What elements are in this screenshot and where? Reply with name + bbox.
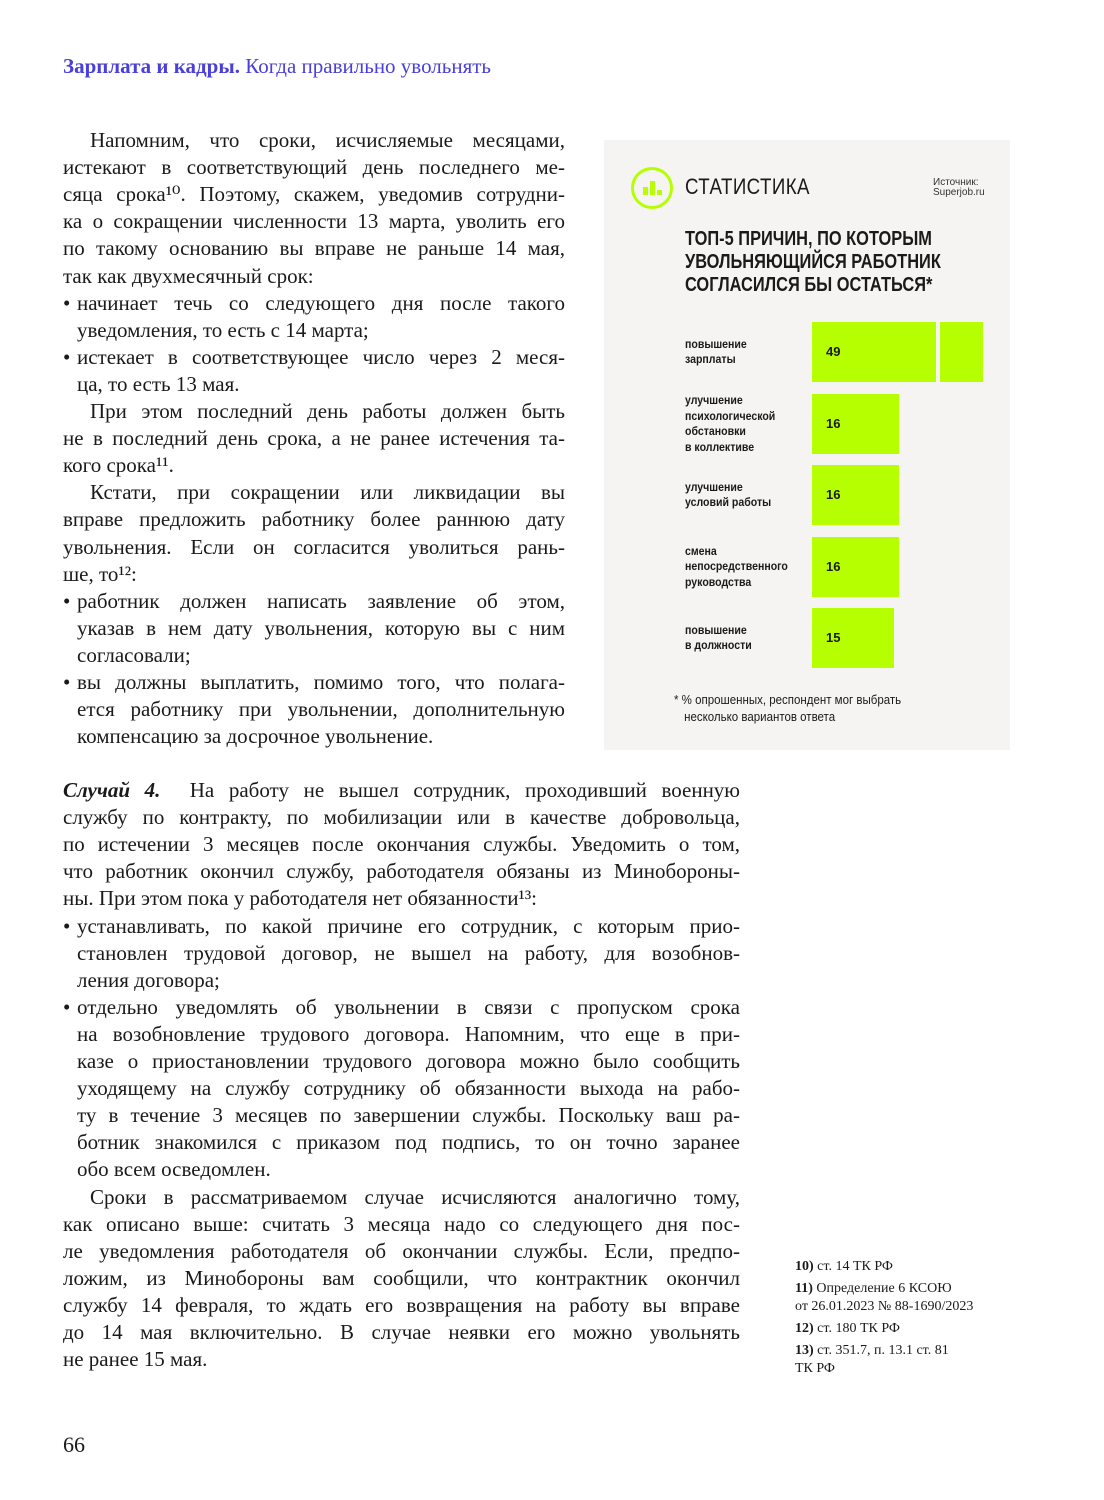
line-text: не в последний день срока, а не ранее истечения та- xyxy=(63,426,565,451)
bar xyxy=(812,608,894,668)
text-line xyxy=(63,804,740,831)
line-text: ложим, из Минобороны вам сообщили, что контрактник окончил xyxy=(63,1265,740,1290)
running-header xyxy=(63,54,491,79)
line-text: указав в нем дату увольнения, которую вы с ним xyxy=(77,615,565,640)
footnote-number: 10) xyxy=(795,1259,814,1274)
text-line xyxy=(63,858,740,885)
line-text: истекает в соответствующее число через 2 меся- xyxy=(77,344,565,369)
line-text: вправе предложить работнику более раннюю дату xyxy=(63,507,565,532)
line-text: вы должны выплатить, помимо того, что полага- xyxy=(77,670,565,694)
text-line xyxy=(77,317,565,344)
bar xyxy=(812,537,899,597)
bar-value-label: 15 xyxy=(826,630,841,645)
line-text: уведомления, то есть с 14 марта; xyxy=(77,317,369,342)
chart-title xyxy=(685,228,941,297)
line-text: ется работнику при увольнении, дополнительную xyxy=(77,697,565,722)
text-line xyxy=(77,696,565,723)
category-line: смена xyxy=(685,543,717,558)
line-text: как описано выше: считать 3 месяца надо со следующего дня пос- xyxy=(63,1211,740,1236)
section-name: Зарплата и кадры. xyxy=(63,54,241,78)
footnote-line xyxy=(795,1360,949,1378)
footnote-text: ст. 180 ТК РФ xyxy=(817,1321,900,1336)
line-text: согласовали; xyxy=(77,642,191,667)
bullet-icon: • xyxy=(63,588,71,613)
footnote xyxy=(795,1280,973,1316)
bar-value-label: 16 xyxy=(826,559,841,574)
line-text: Кстати, при сокращении или ликвидации вы xyxy=(90,480,565,505)
text-line xyxy=(63,235,565,262)
text-line xyxy=(63,506,565,533)
line-text: становлен трудовой договор, не вышел на работу, для возобнов- xyxy=(77,940,740,965)
category-line: зарплаты xyxy=(685,352,736,366)
line-text: уходящему на службу сотруднику об обязанности выхода на рабо- xyxy=(77,1076,740,1101)
text-line xyxy=(90,1184,740,1211)
line-text: Напомним, что сроки, исчисляемые месяцами, xyxy=(90,128,565,152)
category-line: повышение xyxy=(685,336,747,351)
text-line xyxy=(63,425,565,452)
line-text: ботник знакомился с приказом под подпись, то он точно заранее xyxy=(77,1130,740,1155)
footnote xyxy=(795,1342,949,1378)
line-text: так как двухмесячный срок: xyxy=(63,263,314,288)
line-text: компенсацию за досрочное увольнение. xyxy=(77,724,434,749)
footnote-number: 13) xyxy=(795,1343,814,1358)
chart-title-line: УВОЛЬНЯЮЩИЙСЯ РАБОТНИК xyxy=(685,251,941,273)
line-text: службу по контракту, по мобилизации или в качестве добровольца, xyxy=(63,805,740,830)
footnote-text: ст. 351.7, п. 13.1 ст. 81 xyxy=(817,1343,949,1358)
line-text: При этом последний день работы должен быть xyxy=(90,399,565,423)
footnote-number: 11) xyxy=(795,1281,813,1296)
footnote-line xyxy=(795,1320,900,1338)
source-label: Источник: xyxy=(933,177,979,188)
text-line xyxy=(90,398,565,425)
category-line: руководства xyxy=(685,574,752,589)
footnote-line xyxy=(795,1342,949,1360)
text-line xyxy=(77,290,565,317)
footnote-text: ст. 14 ТК РФ xyxy=(817,1259,893,1274)
footnote-text: ТК РФ xyxy=(795,1361,835,1376)
line-text: истекают в соответствующий день последнего ме- xyxy=(63,155,565,180)
bullet-icon: • xyxy=(63,290,71,315)
category-label xyxy=(685,393,775,455)
category-line: в коллективе xyxy=(685,439,755,454)
line-text: на возобновление трудового договора. Напомним, что еще в при- xyxy=(77,1021,740,1046)
line-text: ны. При этом пока у работодателя нет обязанности¹³: xyxy=(63,886,537,911)
line-text: службу 14 февраля, то ждать его возвращения на работу вы вправе xyxy=(63,1292,740,1317)
bullet-icon: • xyxy=(63,670,71,694)
chart-footnote xyxy=(674,692,901,726)
text-line xyxy=(77,642,565,669)
text-line xyxy=(90,479,565,506)
case-heading: Случай 4. xyxy=(63,778,161,802)
footnote-line xyxy=(795,1280,973,1298)
footnote-text: от 26.01.2023 № 88-1690/2023 xyxy=(795,1299,974,1314)
line-text: устанавливать, по какой причине его сотрудник, с которым прио- xyxy=(77,913,740,938)
line-text: сяца срока¹⁰. Поэтому, скажем, уведомив сотрудни- xyxy=(63,182,565,207)
category-line: обстановки xyxy=(685,424,746,438)
line-text: работник должен написать заявление об этом, xyxy=(77,588,565,613)
footnote xyxy=(795,1258,893,1276)
text-line xyxy=(63,154,565,181)
line-text: ка о сокращении численности 13 марта, уволить его xyxy=(63,209,565,234)
text-line xyxy=(63,1346,740,1373)
footnote xyxy=(795,1320,900,1338)
footnote-number: 12) xyxy=(795,1321,814,1336)
line-text: не ранее 15 мая. xyxy=(63,1347,208,1372)
text-line xyxy=(63,561,565,588)
text-line xyxy=(63,1265,740,1292)
category-line: повышение xyxy=(685,622,747,637)
category-label xyxy=(685,544,788,591)
text-line xyxy=(63,263,565,290)
text-line xyxy=(63,208,565,235)
text-line xyxy=(77,967,740,994)
line-text: На работу не вышел сотрудник, проходивший военную xyxy=(189,778,740,802)
line-text: ца, то есть 13 мая. xyxy=(77,371,240,396)
text-line xyxy=(63,1211,740,1238)
category-line: психологической xyxy=(685,408,776,423)
text-line xyxy=(63,534,565,561)
text-line xyxy=(63,1292,740,1319)
footnote-line: несколько вариантов ответа xyxy=(684,710,836,724)
category-line: условий работы xyxy=(685,495,772,509)
line-text: казе о приостановлении трудового договора можно было сообщить xyxy=(77,1049,740,1073)
category-line: улучшение xyxy=(685,393,743,407)
category-line: в должности xyxy=(685,638,752,652)
category-line: улучшение xyxy=(685,479,743,494)
category-label xyxy=(685,480,771,511)
text-line xyxy=(63,777,740,804)
text-line xyxy=(77,344,565,371)
text-line xyxy=(77,940,740,967)
text-line xyxy=(77,1075,740,1102)
line-text: Сроки в рассматриваемом случае исчисляются аналогично тому, xyxy=(90,1184,740,1209)
footnote-line xyxy=(795,1298,973,1316)
bullet-icon: • xyxy=(63,344,71,369)
line-text: ле уведомления работодателя об окончании службы. Если, предпо- xyxy=(63,1238,740,1263)
text-line xyxy=(63,452,565,479)
text-line xyxy=(77,669,565,696)
text-line xyxy=(63,1238,740,1265)
bar-value-label: 16 xyxy=(826,487,841,502)
bar-value-label: 49 xyxy=(826,344,841,359)
chart-title-line: СОГЛАСИЛСЯ БЫ ОСТАТЬСЯ* xyxy=(685,274,933,296)
text-line xyxy=(63,831,740,858)
text-line xyxy=(77,1048,740,1075)
footnote-line: * % опрошенных, респондент мог выбрать xyxy=(674,693,902,707)
line-text: ту в течение 3 месяцев по завершении службы. Поскольку ваш ра- xyxy=(77,1103,740,1128)
text-line xyxy=(77,1021,740,1048)
line-text: до 14 мая включительно. В случае неявки его можно увольнять xyxy=(63,1320,740,1344)
axis-break xyxy=(936,322,940,382)
bullet-icon: • xyxy=(63,913,71,938)
line-text: начинает течь со следующего дня после такого xyxy=(77,290,565,315)
source xyxy=(933,178,985,198)
line-text: ше, то¹²: xyxy=(63,561,137,586)
text-line xyxy=(77,1102,740,1129)
category-label xyxy=(685,623,752,654)
line-text: по истечении 3 месяцев после окончания службы. Уведомить о том, xyxy=(63,832,740,857)
line-text: по такому основанию вы вправе не раньше 14 мая, xyxy=(63,236,565,261)
statistics-box xyxy=(604,140,1010,750)
line-text: что работник окончил службу, работодателя обязаны из Минобороны- xyxy=(63,859,740,884)
article-title: Когда правильно увольнять xyxy=(245,54,492,78)
bar xyxy=(812,465,899,525)
bar xyxy=(812,322,983,382)
bar-value-label: 16 xyxy=(826,416,841,431)
source-value: Superjob.ru xyxy=(933,187,985,198)
text-line xyxy=(90,127,565,154)
text-line xyxy=(77,588,565,615)
bar xyxy=(812,394,899,454)
text-line xyxy=(77,913,740,940)
footnote-text: Определение 6 КСОЮ xyxy=(816,1281,952,1296)
footnote-line xyxy=(795,1258,893,1276)
text-line xyxy=(63,885,740,912)
line-text: увольнения. Если он согласится уволиться рань- xyxy=(63,534,565,559)
text-line xyxy=(63,1319,740,1346)
line-text: отдельно уведомлять об увольнении в связи с пропуском срока xyxy=(77,994,740,1019)
text-line xyxy=(77,1156,740,1183)
bullet-icon: • xyxy=(63,994,71,1019)
text-line xyxy=(63,181,565,208)
line-text: ления договора; xyxy=(77,967,220,992)
page-number: 66 xyxy=(63,1432,85,1457)
category-line: непосредственного xyxy=(685,559,788,574)
chart-title-line: ТОП-5 ПРИЧИН, ПО КОТОРЫМ xyxy=(685,228,932,250)
category-label xyxy=(685,337,747,368)
text-line xyxy=(77,723,565,750)
line-text: кого срока¹¹. xyxy=(63,453,174,478)
statistics-label: СТАТИСТИКА xyxy=(685,174,810,199)
text-line xyxy=(77,615,565,642)
text-line xyxy=(77,994,740,1021)
text-line xyxy=(77,1129,740,1156)
bar-chart-icon xyxy=(631,167,673,209)
line-text: обо всем осведомлен. xyxy=(77,1157,271,1182)
text-line xyxy=(77,371,565,398)
